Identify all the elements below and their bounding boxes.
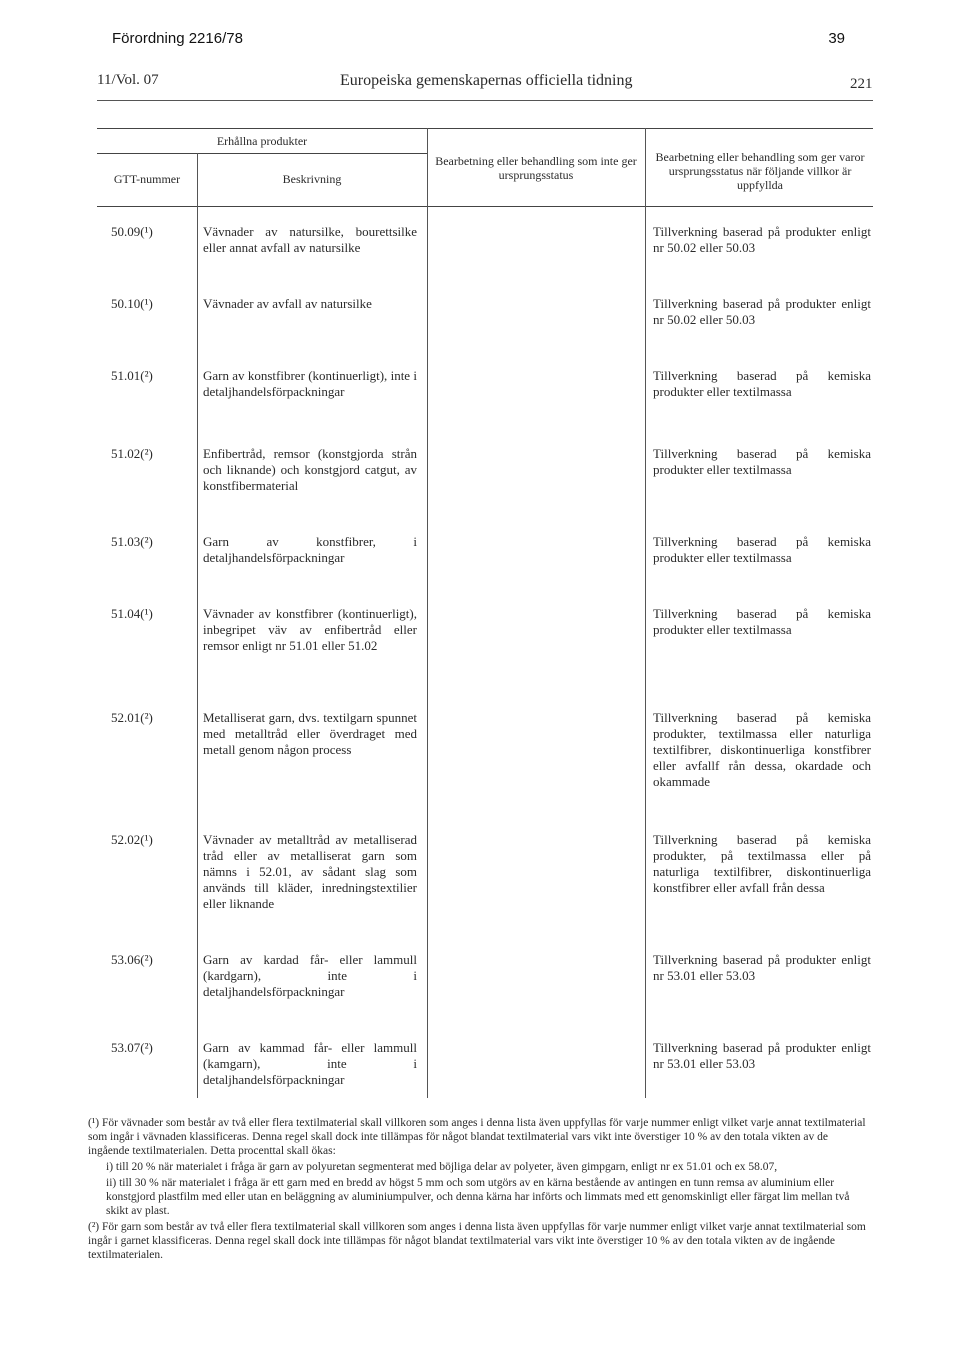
group-header-rule xyxy=(97,153,427,154)
product-description: Vävnader av natursilke, bourettsilke eller annat avfall av natursilke xyxy=(203,224,417,255)
product-description: Garn av kammad får- eller lammull (kamgarn), inte i detaljhandelsförpackningar xyxy=(203,1040,417,1087)
gtt-code: 52.02(¹) xyxy=(111,832,153,847)
gtt-code: 50.09(¹) xyxy=(111,224,153,239)
header-rule xyxy=(97,100,873,101)
journal-volume: 11/Vol. 07 xyxy=(97,72,159,88)
footnotes xyxy=(88,1116,868,1264)
gtt-code: 53.06(²) xyxy=(111,952,153,967)
column-divider xyxy=(427,128,428,1098)
gtt-code: 51.02(²) xyxy=(111,446,153,461)
origin-condition: Tillverkning baserad på kemiska produkter eller textilmassa xyxy=(653,534,871,565)
product-description: Vävnader av konstfibrer (kontinuerligt), inbegripet väv av enfibertråd eller remsor enligt nr 51.01 eller 51.02 xyxy=(203,606,417,653)
journal-page-number: 221 xyxy=(850,76,873,92)
table-top-rule xyxy=(97,128,873,129)
origin-condition: Tillverkning baserad på kemiska produkter, på textilmassa eller på naturliga textilfibrer, diskontinuerliga konstfibrer eller avfall från dessa xyxy=(653,832,871,895)
column-divider xyxy=(197,153,198,1098)
gtt-code: 51.01(²) xyxy=(111,368,153,383)
product-description: Enfibertråd, remsor (konstgjorda strån och liknande) och konstgjord catgut, av konstfibermaterial xyxy=(203,446,417,493)
column-divider xyxy=(645,128,646,1098)
gtt-code: 52.01(²) xyxy=(111,710,153,725)
product-description: Metalliserat garn, dvs. textilgarn spunnet med metalltråd eller överdraget med metall genom någon process xyxy=(203,710,417,757)
origin-condition: Tillverkning baserad på produkter enligt nr 53.01 eller 53.03 xyxy=(653,952,871,983)
origin-condition: Tillverkning baserad på kemiska produkter eller textilmassa xyxy=(653,606,871,637)
gtt-code: 51.03(²) xyxy=(111,534,153,549)
footnote-1-item-i: i) till 20 % när materialet i fråga är garn av polyuretan segmenterat med böjliga delar av polyeter, även gimpgarn, enligt nr ex 51.01 och ex 58.07, xyxy=(106,1161,778,1173)
header-qualifying-process: Bearbetning eller behandling som ger varor ursprungsstatus när följande villkor är uppfyllda xyxy=(655,150,865,192)
footnote-1-item-ii: ii) till 30 % när materialet i fråga är ett garn med en bredd av högst 5 mm och som utgörs av en kärna bestående av antingen en tunn remsa av aluminium eller konstgjord plastfilm med eller utan en beläggning av aluminiumpulver, och denna kärna har införts och limmats med ett genomskinligt eller färgat lim mellan två skikt av plast. xyxy=(106,1177,850,1217)
footnote-2: (²) För garn som består av två eller flera textilmaterial skall villkoren som anges i denna lista även uppfyllas för varje nummer enligt vilket varje annat textilmaterial som ingår i garnet klassificeras. Denna regel skall dock inte tillämpas för något blandat textilmaterial vars vikt inte överstiger 10 % av den totala vikten av de ingående textilmaterialen. xyxy=(88,1221,866,1261)
origin-condition: Tillverkning baserad på kemiska produkter, textilmassa eller naturliga textilfibrer, diskontinuerliga konstfibrer eller avfallf rån dessa, okardade och okammade xyxy=(653,710,871,789)
origin-condition: Tillverkning baserad på produkter enligt nr 53.01 eller 53.03 xyxy=(653,1040,871,1071)
journal-header xyxy=(0,66,960,106)
product-description: Garn av konstfibrer (kontinuerligt), inte i detaljhandelsförpackningar xyxy=(203,368,417,399)
header-non-qualifying-process: Bearbetning eller behandling som inte ger ursprungsstatus xyxy=(435,154,637,182)
page-number: 39 xyxy=(828,30,845,47)
gtt-code: 50.10(¹) xyxy=(111,296,153,311)
footnote-1: (¹) För vävnader som består av två eller flera textilmaterial skall villkoren som anges i denna lista även uppfyllas för varje nummer enligt vilket varje annat textilmaterial som ingår i vävnaden klassificeras. Denna regel skall dock inte tillämpas för något blandat textilmaterial vars vikt inte överstiger 10 % av den totala vikten av de ingående textilmaterialen. Detta procenttal skall ökas: xyxy=(88,1117,866,1157)
gtt-code: 51.04(¹) xyxy=(111,606,153,621)
origin-condition: Tillverkning baserad på kemiska produkter eller textilmassa xyxy=(653,368,871,399)
origin-condition: Tillverkning baserad på produkter enligt nr 50.02 eller 50.03 xyxy=(653,224,871,255)
gtt-code: 53.07(²) xyxy=(111,1040,153,1055)
origin-condition: Tillverkning baserad på produkter enligt nr 50.02 eller 50.03 xyxy=(653,296,871,327)
product-description: Garn av konstfibrer, i detaljhandelsförpackningar xyxy=(203,534,417,565)
product-description: Vävnader av avfall av natursilke xyxy=(203,296,372,311)
header-gtt-number: GTT-nummer xyxy=(113,172,181,186)
header-obtained-products: Erhållna produkter xyxy=(216,134,308,148)
origin-rules-table xyxy=(97,128,873,1098)
header-description: Beskrivning xyxy=(282,172,342,186)
header-bottom-rule xyxy=(97,206,873,207)
journal-title: Europeiska gemenskapernas officiella tidning xyxy=(340,72,633,89)
product-description: Garn av kardad får- eller lammull (kardgarn), inte i detaljhandelsförpackningar xyxy=(203,952,417,999)
page-header xyxy=(0,0,960,60)
product-description: Vävnader av metalltråd av metalliserad tråd eller av metalliserat garn som nämns i 52.01, av sådant slag som används till kläder, inredningstextilier eller liknande xyxy=(203,832,417,911)
origin-condition: Tillverkning baserad på kemiska produkter eller textilmassa xyxy=(653,446,871,477)
document-reference: Förordning 2216/78 xyxy=(112,30,243,47)
